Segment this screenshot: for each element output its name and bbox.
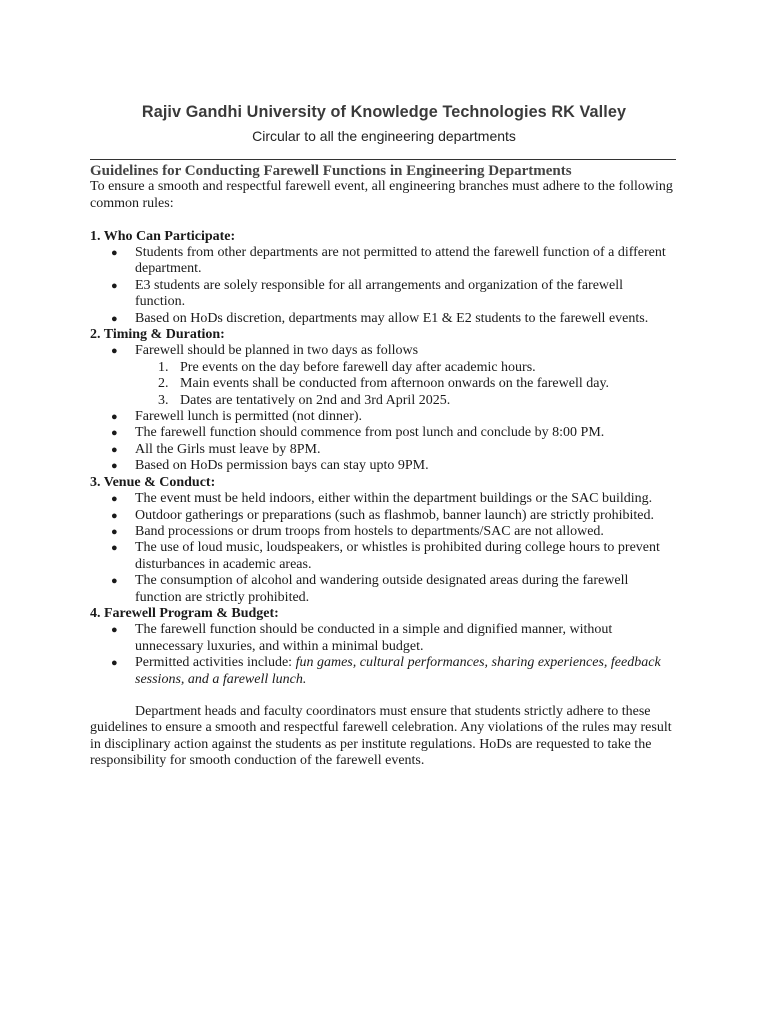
sublist-number: 3. xyxy=(158,392,169,408)
sublist-number: 1. xyxy=(158,359,169,375)
section-who-can-participate xyxy=(90,229,676,327)
list-item: ● All the Girls must leave by 8PM. xyxy=(135,442,676,458)
section-title: 2. Timing & Duration: xyxy=(90,327,225,343)
bullet-list xyxy=(90,343,676,474)
letterhead xyxy=(0,103,768,144)
document-body xyxy=(90,163,676,770)
list-item: ● Band processions or drum troops from hostels to departments/SAC are not allowed. xyxy=(135,524,676,540)
list-item: ● Outdoor gatherings or preparations (such as flashmob, banner launch) are strictly prohibited. xyxy=(135,508,676,524)
numbered-sublist xyxy=(135,360,676,409)
sublist-item xyxy=(158,392,676,409)
section-title: 1. Who Can Participate: xyxy=(90,228,236,244)
sublist-text: Pre events on the day before farewell day after academic hours. xyxy=(180,359,536,375)
document-heading: Guidelines for Conducting Farewell Functions in Engineering Departments xyxy=(90,163,572,179)
sublist-text: Dates are tentatively on 2nd and 3rd April 2025. xyxy=(180,392,451,408)
list-item: ● Farewell lunch is permitted (not dinner). xyxy=(135,409,676,425)
list-item: ● Based on HoDs permission bays can stay upto 9PM. xyxy=(135,458,676,474)
intro-paragraph: To ensure a smooth and respectful farewell event, all engineering branches must adhere to the following common rules: xyxy=(90,179,673,211)
list-item: ● Based on HoDs discretion, departments may allow E1 & E2 students to the farewell events. xyxy=(135,311,676,327)
list-item: ● The farewell function should commence from post lunch and conclude by 8:00 PM. xyxy=(135,425,676,441)
list-item: ● The farewell function should be conducted in a simple and dignified manner, without unnecessary luxuries, and within a minimal budget. xyxy=(135,622,676,655)
circular-subtitle: Circular to all the engineering departments xyxy=(252,128,516,144)
list-item: ● Students from other departments are not permitted to attend the farewell function of a different department. xyxy=(135,245,676,278)
activities-list: fun games, cultural performances, sharing experiences, feedback sessions, and a farewell lunch. xyxy=(135,655,661,687)
list-item: ● The use of loud music, loudspeakers, or whistles is prohibited during college hours to prevent disturbances in academic areas. xyxy=(135,540,676,573)
sublist-number: 2. xyxy=(158,376,169,392)
list-item: ● The event must be held indoors, either within the department buildings or the SAC building. xyxy=(135,491,676,507)
list-item: ● The consumption of alcohol and wandering outside designated areas during the farewell function are strictly prohibited. xyxy=(135,573,676,606)
university-name: Rajiv Gandhi University of Knowledge Technologies RK Valley xyxy=(141,103,627,121)
bullet-list xyxy=(90,622,676,688)
section-title: 4. Farewell Program & Budget: xyxy=(90,605,279,621)
closing-paragraph: Department heads and faculty coordinators must ensure that students strictly adhere to these guidelines to ensure a smooth and respectful farewell celebration. Any violations of the rules may result in disciplinary action against the students as per institute regulations. HoDs are requested to take the responsibility for smooth conduction of the farewell events. xyxy=(90,703,672,769)
section-program-budget xyxy=(90,606,676,688)
bullet-list xyxy=(90,491,676,606)
list-item: ● E3 students are solely responsible for all arrangements and organization of the farewell function. xyxy=(135,278,676,311)
sublist-item xyxy=(158,376,676,392)
sublist-item xyxy=(158,359,676,376)
section-timing-duration xyxy=(90,327,676,475)
section-venue-conduct xyxy=(90,475,676,606)
activities-lead: Permitted activities include: xyxy=(135,655,296,671)
sublist-text: Main events shall be conducted from afternoon onwards on the farewell day. xyxy=(180,376,610,392)
list-item xyxy=(135,655,676,688)
section-title: 3. Venue & Conduct: xyxy=(90,474,216,490)
list-item-text: Farewell should be planned in two days as follows xyxy=(135,343,419,359)
list-item xyxy=(135,343,676,409)
bullet-list xyxy=(90,245,676,327)
header-divider xyxy=(90,159,676,160)
